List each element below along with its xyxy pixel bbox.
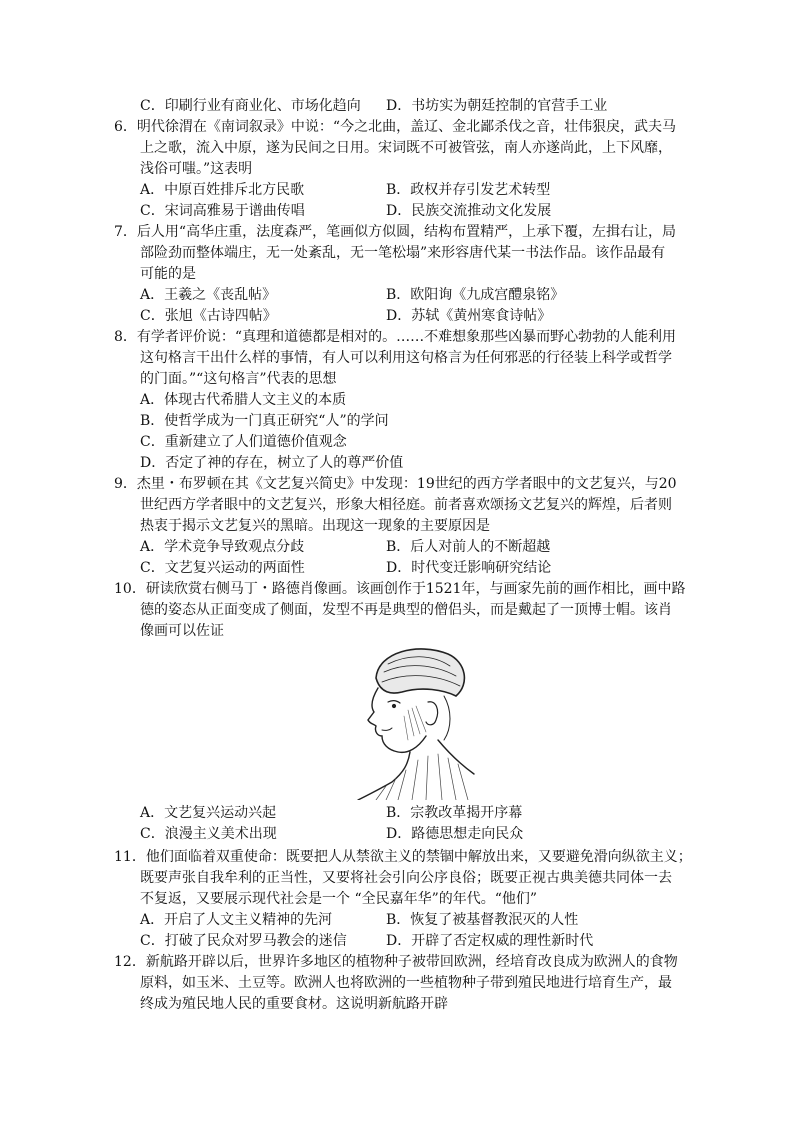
q10-stem-line2: 德的姿态从正面变成了侧面，发型不再是典型的僧侣头，而是戴起了一顶博士帽。该肖 <box>140 602 672 618</box>
q10-option-d: D．路德思想走向民众 <box>386 826 524 842</box>
q10-option-c: C．浪漫主义美术出现 <box>140 826 277 842</box>
q5-option-d: D．书坊实为朝廷控制的官营手工业 <box>386 98 608 114</box>
q8-stem-line3: 的门面。”“这句格言”代表的思想 <box>140 371 337 387</box>
q5-option-c: C．印刷行业有商业化、市场化趋向 <box>140 98 361 114</box>
q11-option-c: C．打破了民众对罗马教会的迷信 <box>140 933 347 949</box>
q10-stem-line1: 10．研读欣赏右侧马丁・路德肖像画。该画创作于1521年，与画家先前的画作相比，画中路 <box>114 581 686 597</box>
q7-stem-line1: 7．后人用“高华庄重，法度森严，笔画似方似圆，结构布置精严，上承下覆，左揖右让，局 <box>114 224 677 240</box>
q9-stem-line3: 热衷于揭示文艺复兴的黑暗。出现这一现象的主要原因是 <box>140 518 490 534</box>
martin-luther-portrait-icon <box>348 640 478 800</box>
q6-stem-line2: 上之歌，流入中原，遂为民间之日用。宋词既不可被管弦，南人亦遂尚此，上下风靡， <box>140 140 672 156</box>
q6-stem-line1: 6．明代徐渭在《南词叙录》中说：“今之北曲，盖辽、金北鄙杀伐之音，壮伟狠戾，武夫马 <box>114 119 677 135</box>
q12-stem-line3: 终成为殖民地人民的重要食材。这说明新航路开辟 <box>140 996 448 1012</box>
q9-stem-line2: 世纪西方学者眼中的文艺复兴，形象大相径庭。前者喜欢颂扬文艺复兴的辉煌，后者则 <box>140 497 672 513</box>
q9-option-d: D．时代变迁影响研究结论 <box>386 560 552 576</box>
q7-option-a: A．王羲之《丧乱帖》 <box>140 287 277 303</box>
q8-option-a: A．体现古代希腊人文主义的本质 <box>140 392 347 408</box>
q10-option-b: B．宗教改革揭开序幕 <box>386 805 523 821</box>
q11-option-a: A．开启了人文主义精神的先河 <box>140 912 333 928</box>
q7-option-b: B．欧阳询《九成宫醴泉铭》 <box>386 287 565 303</box>
q6-option-c: C．宋词高雅易于谱曲传唱 <box>140 203 305 219</box>
q7-stem-line3: 可能的是 <box>140 266 196 282</box>
q9-option-b: B．后人对前人的不断超越 <box>386 539 551 555</box>
q8-option-b: B．使哲学成为一门真正研究“人”的学问 <box>140 413 389 429</box>
q8-stem-line2: 这句格言干出什么样的事情，有人可以利用这句格言为任何邪恶的行径装上科学或哲学 <box>140 350 672 366</box>
q12-stem-line1: 12．新航路开辟以后，世界许多地区的植物种子被带回欧洲，经培育改良成为欧洲人的食物 <box>114 954 678 970</box>
q11-option-d: D．开辟了否定权威的理性新时代 <box>386 933 594 949</box>
q8-option-c: C．重新建立了人们道德价值观念 <box>140 434 347 450</box>
q9-option-a: A．学术竞争导致观点分歧 <box>140 539 305 555</box>
q6-stem-line3: 浅俗可嗤。”这表明 <box>140 161 253 177</box>
q7-stem-line2: 部险劲而整体端庄，无一处紊乱，无一笔松塌”来形容唐代某一书法作品。该作品最有 <box>140 245 666 261</box>
q9-option-c: C．文艺复兴运动的两面性 <box>140 560 305 576</box>
q12-stem-line2: 原料，如玉米、土豆等。欧洲人也将欧洲的一些植物种子带到殖民地进行培育生产，最 <box>140 975 672 991</box>
q11-stem-line1: 11．他们面临着双重使命：既要把人从禁欲主义的禁锢中解放出来，又要避免滑向纵欲主义； <box>114 849 692 865</box>
q10-option-a: A．文艺复兴运动兴起 <box>140 805 277 821</box>
q6-option-a: A．中原百姓排斥北方民歌 <box>140 182 305 198</box>
q6-option-b: B．政权并存引发艺术转型 <box>386 182 551 198</box>
q6-option-d: D．民族交流推动文化发展 <box>386 203 552 219</box>
q8-stem-line1: 8．有学者评价说：“真理和道德都是相对的。……不难想象那些凶暴而野心勃勃的人能利用 <box>114 329 677 345</box>
q11-option-b: B．恢复了被基督教泯灭的人性 <box>386 912 579 928</box>
q10-stem-line3: 像画可以佐证 <box>140 623 224 639</box>
q7-option-d: D．苏轼《黄州寒食诗帖》 <box>386 308 552 324</box>
q7-option-c: C．张旭《古诗四帖》 <box>140 308 277 324</box>
q8-option-d: D．否定了神的存在，树立了人的尊严价值 <box>140 455 404 471</box>
q9-stem-line1: 9．杰里・布罗顿在其《文艺复兴简史》中发现：19世纪的西方学者眼中的文艺复兴，与20 <box>114 476 677 492</box>
q11-stem-line2: 既要声张自我牟利的正当性，又要将社会引向公序良俗；既要正视古典美德共同体一去 <box>140 870 672 886</box>
q11-stem-line3: 不复返，又要展示现代社会是一个 “全民嘉年华”的年代。“他们” <box>140 891 538 907</box>
